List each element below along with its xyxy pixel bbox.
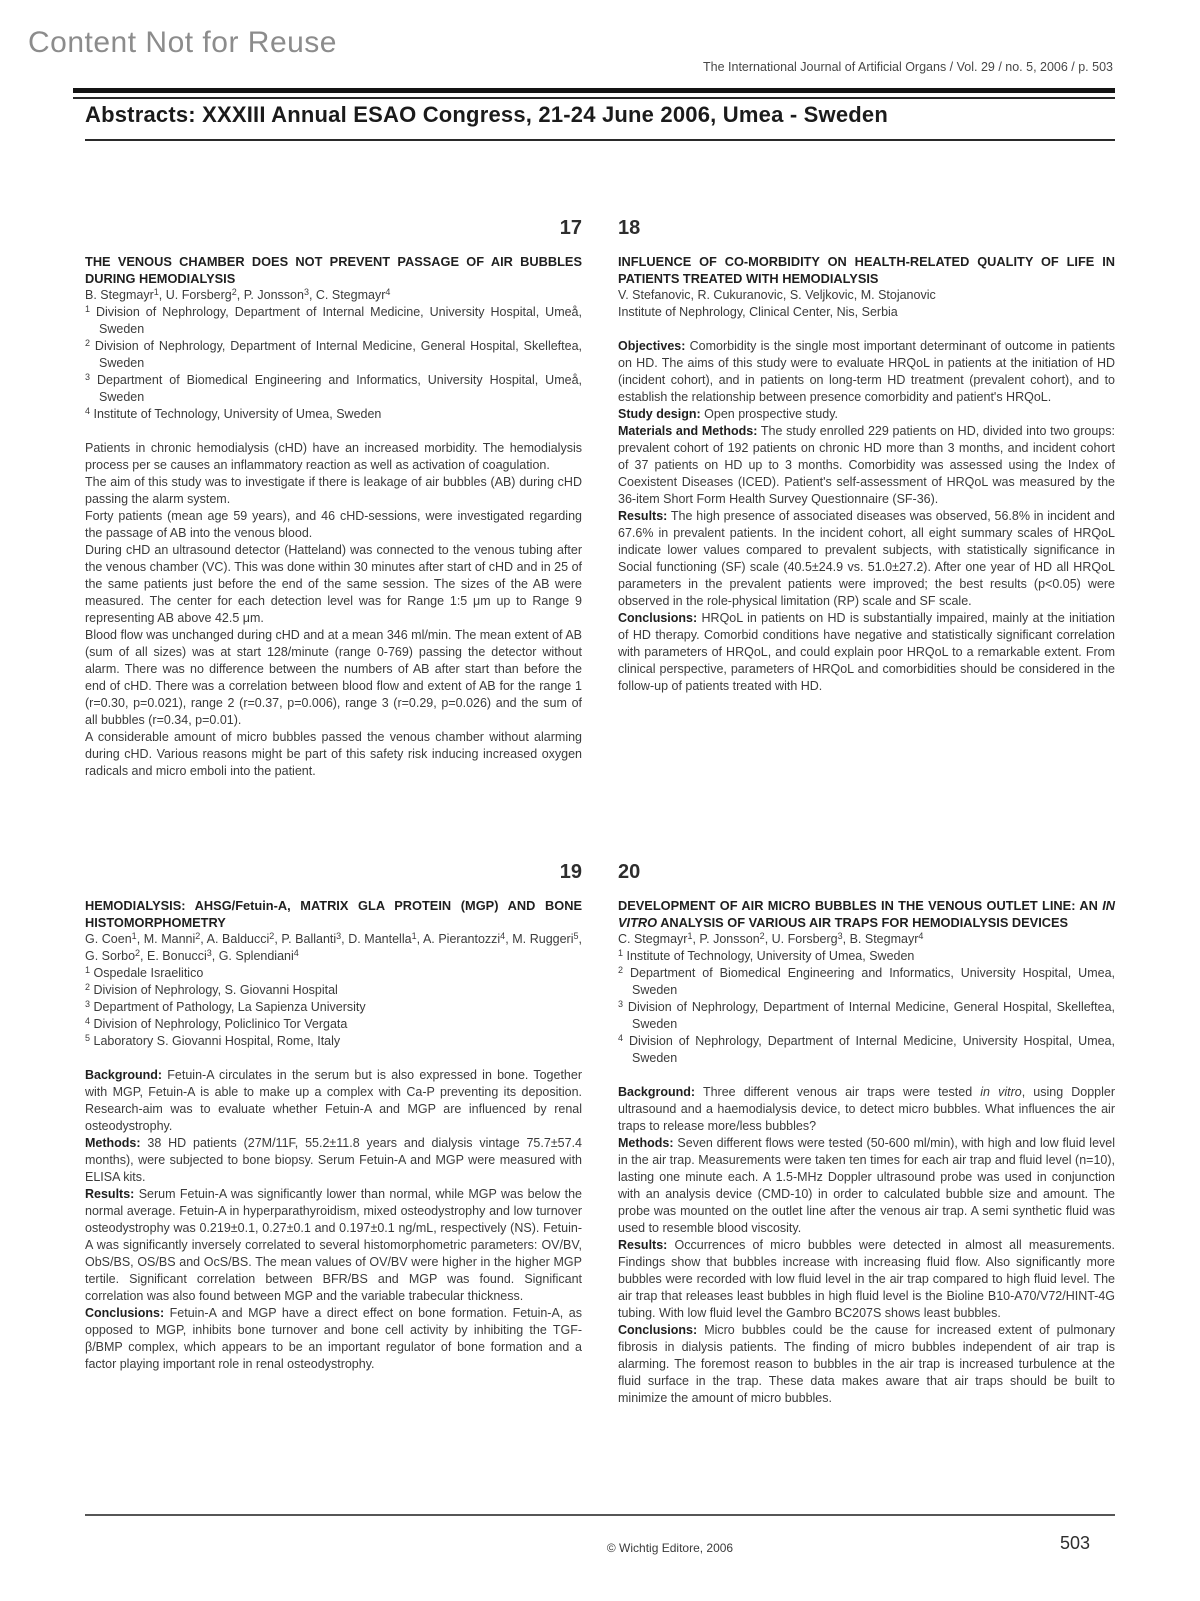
page-number: 503 (1059, 1533, 1090, 1553)
abstract-paragraph: Results: The high presence of associated diseases was observed, 56.8% in incident and 67.6% in prevalent patients. In the incident cohort, all eight summary scales of HRQoL indicate lower values compared to prevalent subjects, with statistically significance in Social functioning (SF) scale (40.5±24.9 vs. 51.0±27.2). After one year of HD all HRQoL parameters in the prevalent patients were improved; the best results (p<0.05) were observed in the role-physical limitation (RP) scale and SF scale. (618, 509, 1115, 608)
affiliations-list (618, 948, 1115, 1067)
abstract-body (618, 338, 1115, 695)
header-rule-thick (73, 88, 1115, 93)
abstract-number: 18 (618, 217, 641, 239)
header-rule-thin (73, 97, 1115, 99)
abstract-body (85, 440, 582, 780)
abstract-authors: B. Stegmayr$^1$, U. Forsberg$^2$, P. Jonsson$^3$, C. Stegmayr$^4$ (85, 287, 391, 302)
abstract-number: 19 (559, 861, 582, 883)
affiliation-line: $^1$ Ospedale Israelitico (85, 965, 204, 980)
affiliations-list (618, 304, 1115, 321)
affiliation-line: $^2$ Department of Biomedical Engineering and Informatics, University Hospital, Umea, Sweden (618, 965, 1115, 997)
abstract-paragraph: Results: Occurrences of micro bubbles were detected in almost all measurements. Findings show that bubbles increase with increasing fluid flow. Also significantly more bubbles were recorded with low fluid level in the air trap compared to high fluid level. The air trap that releases least bubbles in high fluid level is the Bioline B10-A70/V72/HINT-4G tubing. With low fluid level the Gambro BC207S shows least bubbles. (618, 1238, 1115, 1320)
abstract-authors: C. Stegmayr$^1$, P. Jonsson$^2$, U. Forsberg$^3$, B. Stegmayr$^4$ (618, 931, 924, 946)
affiliation-line: $^1$ Institute of Technology, University of Umea, Sweden (618, 948, 915, 963)
abstract-body (85, 1067, 582, 1373)
title-underline-rule (85, 139, 1115, 141)
abstract-authors: G. Coen$^1$, M. Manni$^2$, A. Balducci$^2$, P. Ballanti$^3$, D. Mantella$^1$, A. Pierantozzi$^4$, M. Ruggeri$^5$, G. Sorbo$^2$, E. Bonucci$^3$, G. Splendiani$^4$ (85, 931, 582, 963)
abstract-paragraph: Study design: Open prospective study. (618, 407, 839, 421)
abstract-paragraph: The aim of this study was to investigate if there is leakage of air bubbles (AB) during cHD passing the alarm system. (85, 475, 582, 506)
affiliation-line: $^3$ Department of Biomedical Engineering and Informatics, University Hospital, Umeå, Sweden (85, 372, 582, 404)
abstract-19 (85, 860, 582, 1373)
page-title: Abstracts: XXXIII Annual ESAO Congress, 21-24 June 2006, Umea - Sweden (85, 102, 889, 127)
abstract-paragraph: Background: Fetuin-A circulates in the serum but is also expressed in bone. Together with MGP, Fetuin-A is able to make up a complex with Ca-P preventing its deposition. Research-aim was to evaluate whether Fetuin-A and MGP are influenced by renal osteodystrophy. (85, 1068, 582, 1133)
affiliations-list (85, 304, 582, 423)
abstract-paragraph: Methods: Seven different flows were tested (50-600 ml/min), with high and low fluid level in the air trap. Measurements were taken ten times for each air trap and fluid level (n=10), lasting one minute each. A 1.5-MHz Doppler ultrasound probe was used in conjunction with an analysis device (CMD-10) in order to calculated bubble size and amount. The probe was mounted on the outlet line after the venous air trap. A semi synthetic fluid was used to resemble blood viscosity. (618, 1136, 1115, 1235)
affiliation-line: Institute of Nephrology, Clinical Center, Nis, Serbia (618, 305, 898, 319)
abstract-paragraph: Conclusions: Fetuin-A and MGP have a direct effect on bone formation. Fetuin-A, as opposed to MGP, inhibits bone turnover and bone cell activity by inhibiting the TGF-β/BMP complex, which appears to be an important regulator of bone formation and a factor playing important role in renal osteodystrophy. (85, 1306, 582, 1371)
abstract-paragraph: Blood flow was unchanged during cHD and at a mean 346 ml/min. The mean extent of AB (sum of all sizes) was at start 128/minute (range 0-769) passing the detector without alarm. There was no difference between the numbers of AB after start than before the end of cHD. There was a correlation between blood flow and extent of AB for the range 1 (r=0.30, p=0.021), range 2 (r=0.37, p=0.006), range 3 (r=0.29, p=0.026) and the sum of all bubbles (r=0.34, p=0.01). (85, 628, 582, 727)
abstract-number: 17 (559, 217, 582, 239)
abstract-18 (618, 216, 1115, 695)
abstract-title: THE VENOUS CHAMBER DOES NOT PREVENT PASSAGE OF AIR BUBBLES DURING HEMODIALYSIS (85, 254, 582, 286)
journal-citation: The International Journal of Artificial Organs / Vol. 29 / no. 5, 2006 / p. 503 (703, 60, 1113, 74)
affiliation-line: $^4$ Division of Nephrology, Department of Internal Medicine, University Hospital, Umea, Sweden (618, 1033, 1115, 1065)
affiliations-list (85, 965, 582, 1050)
content-not-for-reuse-watermark: Content Not for Reuse (28, 26, 337, 59)
affiliation-line: $^1$ Division of Nephrology, Department of Internal Medicine, University Hospital, Umeå, Sweden (85, 304, 582, 336)
abstract-20 (618, 860, 1115, 1407)
abstract-17 (85, 216, 582, 780)
abstract-paragraph: Patients in chronic hemodialysis (cHD) have an increased morbidity. The hemodialysis process per se causes an inflammatory reaction as well as activation of coagulation. (85, 441, 582, 472)
abstract-paragraph: Materials and Methods: The study enrolled 229 patients on HD, divided into two groups: prevalent cohort of 192 patients on chronic HD more than 3 months, and incident cohort of 37 patients on HD up to 3 months. Comorbidity was assessed using the Index of Coexistent Diseases (ICED). Patient's self-assessment of HRQoL was measured by the 36-item Short Form Health Survey Questionnaire (SF-36). (618, 424, 1115, 506)
footer-rule (85, 1514, 1115, 1516)
abstract-paragraph: Results: Serum Fetuin-A was significantly lower than normal, while MGP was below the normal average. Fetuin-A in hyperparathyroidism, mixed osteodystrophy and low turnover osteodystrophy was 0.219±0.1, 0.27±0.1 and 0.197±0.1 ng/mL, respectively (NS). Fetuin-A was significantly inversely correlated to several histomorphometric parameters: OV/BV, ObS/BS, OS/BS and OcS/BS. The mean values of OV/BV were higher in the higher MGP tertile. Significant correlation between BFR/BS and MGP was found. Significant correlation was also found between MGP and the variable trabecular thickness. (85, 1187, 582, 1303)
abstract-paragraph: Background: Three different venous air traps were tested in vitro, using Doppler ultrasound and a haemodialysis device, to detect micro bubbles. What influences the air traps to release more/less bubbles? (618, 1085, 1115, 1133)
abstract-body (618, 1084, 1115, 1407)
affiliation-line: $^4$ Institute of Technology, University of Umea, Sweden (85, 406, 382, 421)
abstract-paragraph: Objectives: Comorbidity is the single most important determinant of outcome in patients on HD. The aims of this study were to evaluate HRQoL in patients at the initiation of HD (incident cohort), and in patients on long-term HD treatment (prevalent cohort), and to establish the relationship between presence comorbidity and patient's HRQoL. (618, 339, 1116, 404)
abstract-title: HEMODIALYSIS: AHSG/Fetuin-A, MATRIX GLA PROTEIN (MGP) AND BONE HISTOMORPHOMETRY (85, 898, 582, 930)
affiliation-line: $^3$ Division of Nephrology, Department of Internal Medicine, General Hospital, Skelleftea, Sweden (618, 999, 1116, 1031)
affiliation-line: $^2$ Division of Nephrology, S. Giovanni Hospital (85, 982, 338, 997)
abstract-number: 20 (618, 861, 641, 883)
affiliation-line: $^3$ Department of Pathology, La Sapienza University (85, 999, 366, 1014)
abstract-paragraph: During cHD an ultrasound detector (Hatteland) was connected to the venous tubing after the venous chamber (VC). This was done within 30 minutes after start of cHD and in 25 of the same patients just before the end of the same session. The sizes of the AB were measured. The center for each detection level was for Range 1:5 μm up to Range 9 representing AB above 42.5 μm. (85, 543, 582, 625)
abstract-paragraph: Conclusions: HRQoL in patients on HD is substantially impaired, mainly at the initiation of HD therapy. Comorbid conditions have negative and statistically significant correlation with parameters of HRQoL, and could explain poor HRQoL to a remarkable extent. From clinical perspective, parameters of HRQoL and comorbidities should be considered in the follow-up of patients treated with HD. (618, 611, 1115, 693)
abstract-paragraph: A considerable amount of micro bubbles passed the venous chamber without alarming during cHD. Various reasons might be part of this safety risk inducing increased oxygen radicals and micro emboli into the patient. (85, 730, 582, 778)
abstract-authors: V. Stefanovic, R. Cukuranovic, S. Veljkovic, M. Stojanovic (618, 288, 936, 302)
abstract-paragraph: Conclusions: Micro bubbles could be the cause for increased extent of pulmonary fibrosis in dialysis patients. The finding of micro bubbles independent of air trap is alarming. The foremost reason to bubbles in the air trap is increased turbulence at the fluid surface in the trap. These data makes aware that air traps should be built to minimize the amount of micro bubbles. (618, 1323, 1115, 1405)
abstract-title: DEVELOPMENT OF AIR MICRO BUBBLES IN THE VENOUS OUTLET LINE: AN IN VITRO ANALYSIS OF VARIOUS AIR TRAPS FOR HEMODIALYSIS DEVICES (618, 898, 1115, 930)
affiliation-line: $^5$ Laboratory S. Giovanni Hospital, Rome, Italy (85, 1033, 341, 1048)
abstract-title: INFLUENCE OF CO-MORBIDITY ON HEALTH-RELATED QUALITY OF LIFE IN PATIENTS TREATED WITH HEMODIALYSIS (618, 254, 1115, 286)
copyright-line: © Wichtig Editore, 2006 (606, 1541, 734, 1555)
affiliation-line: $^2$ Division of Nephrology, Department of Internal Medicine, General Hospital, Skelleftea, Sweden (85, 338, 583, 370)
abstract-paragraph: Methods: 38 HD patients (27M/11F, 55.2±11.8 years and dialysis vintage 75.7±57.4 months), were subjected to bone biopsy. Serum Fetuin-A and MGP were measured with ELISA kits. (85, 1136, 582, 1184)
affiliation-line: $^4$ Division of Nephrology, Policlinico Tor Vergata (85, 1016, 348, 1031)
abstract-paragraph: Forty patients (mean age 59 years), and 46 cHD-sessions, were investigated regarding the passage of AB into the venous blood. (85, 509, 582, 540)
